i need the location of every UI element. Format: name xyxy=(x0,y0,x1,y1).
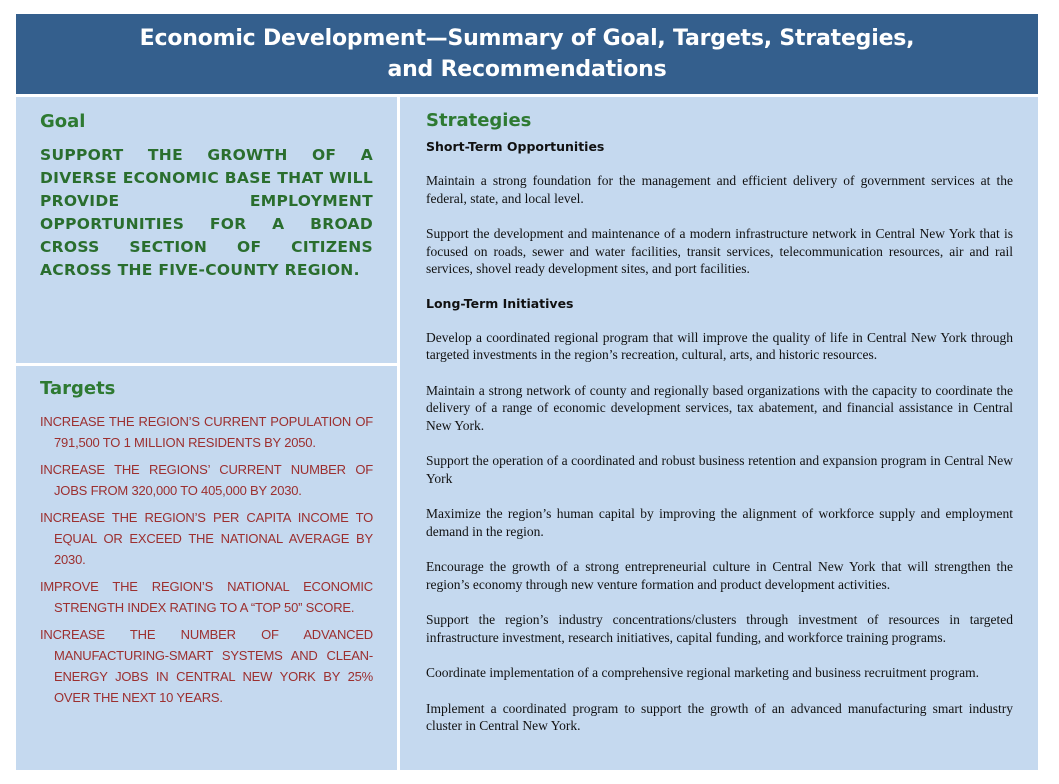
target-item: INCREASE THE REGION’S CURRENT POPULATION OF 791,500 TO 1 MILLION RESIDENTS BY 2050. xyxy=(40,414,373,450)
strategy-item: Support the operation of a coordinated and robust business retention and expansion program in Central New York xyxy=(426,453,1013,486)
target-item: INCREASE THE REGION’S PER CAPITA INCOME TO EQUAL OR EXCEED THE NATIONAL AVERAGE BY 2030. xyxy=(40,510,373,567)
strategies-panel xyxy=(400,97,1038,770)
short-term-heading: Short-Term Opportunities xyxy=(426,139,605,154)
strategy-item: Maintain a strong network of county and regionally based organizations with the capacity to coordinate the delivery of a range of economic development services, tax abatement, and financial assistance in Central New York. xyxy=(426,382,1013,433)
strategy-item: Support the development and maintenance of a modern infrastructure network in Central New York that is focused on roads, sewer and water facilities, transit services, telecommunication resources, air and rail services, shovel ready development sites, and port facilities. xyxy=(426,226,1013,276)
strategy-item: Encourage the growth of a strong entrepreneurial culture in Central New York that will strengthen the region’s economy through new venture formation and product development activities. xyxy=(426,559,1013,592)
strategies-heading: Strategies xyxy=(426,110,532,131)
targets-heading: Targets xyxy=(40,378,116,399)
long-term-heading: Long-Term Initiatives xyxy=(426,295,574,311)
strategy-item: Coordinate implementation of a comprehensive regional marketing and business recruitment program. xyxy=(426,665,979,680)
goal-panel xyxy=(16,97,397,363)
goal-heading: Goal xyxy=(40,111,86,132)
strategy-item: Maximize the region’s human capital by improving the alignment of workforce supply and employment demand in the region. xyxy=(426,506,1013,539)
page-title: Economic Development—Summary of Goal, Targets, Strategies, and Recommendations xyxy=(16,14,1038,94)
goal-text: SUPPORT THE GROWTH OF A DIVERSE ECONOMIC BASE THAT WILL PROVIDE EMPLOYMENT OPPORTUNITIES FOR A BROAD CROSS SECTION OF CITIZENS ACROSS THE FIVE-COUNTY REGION. xyxy=(40,146,373,279)
target-item: INCREASE THE NUMBER OF ADVANCED MANUFACTURING-SMART SYSTEMS AND CLEAN-ENERGY JOBS IN CENTRAL NEW YORK BY 25% OVER THE NEXT 10 YEARS. xyxy=(40,627,373,705)
strategy-item: Implement a coordinated program to support the growth of an advanced manufacturing smart industry cluster in Central New York. xyxy=(426,700,1013,733)
targets-panel xyxy=(16,366,397,770)
strategy-item: Support the region’s industry concentrations/clusters through investment of resources in targeted infrastructure investment, research initiatives, capital funding, and workforce training programs. xyxy=(426,612,1013,645)
targets-list xyxy=(40,411,373,708)
target-item: INCREASE THE REGIONS’ CURRENT NUMBER OF JOBS FROM 320,000 TO 405,000 BY 2030. xyxy=(40,462,373,498)
target-item: IMPROVE THE REGION’S NATIONAL ECONOMIC STRENGTH INDEX RATING TO A “TOP 50” SCORE. xyxy=(40,579,373,615)
strategy-item: Maintain a strong foundation for the management and efficient delivery of government services at the federal, state, and local level. xyxy=(426,173,1013,206)
strategy-item: Develop a coordinated regional program that will improve the quality of life in Central New York through targeted investments in the region’s recreation, cultural, arts, and historic resources. xyxy=(426,329,1013,362)
